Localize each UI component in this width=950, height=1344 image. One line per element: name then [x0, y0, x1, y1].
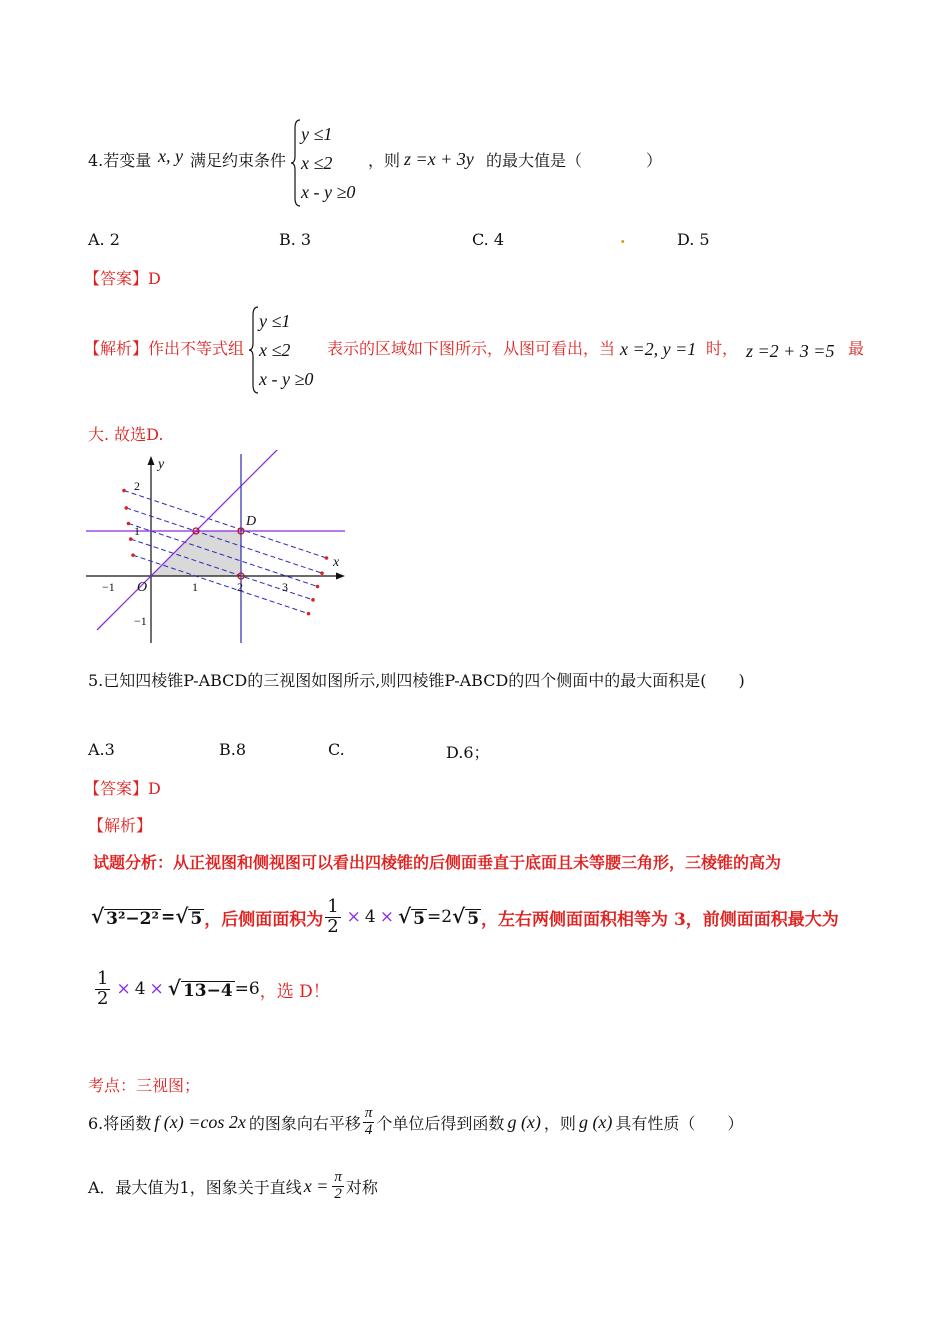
q4-analysis-mid: 表示的区域如下图所示，从图可看出，当 — [327, 339, 616, 358]
q5-analysis-label: 【解析】 — [88, 816, 153, 835]
feasible-region-diagram — [84, 450, 349, 645]
q5-option-a: A.3 — [88, 740, 115, 759]
q6-stem-pre: 6.将函数 — [88, 1113, 152, 1133]
level-line-end — [124, 506, 128, 510]
left-brace-icon — [249, 305, 259, 395]
q5-stem: 5.已知四棱锥P-ABCD的三视图如图所示,则四棱锥P-ABCD的四个侧面中的最大面积是( ) — [88, 671, 745, 690]
y-tick-label: 2 — [134, 479, 140, 493]
times-sign: × — [116, 979, 131, 1000]
q4-constraint-3: x - y ≥0 — [301, 182, 356, 202]
level-line-end — [320, 571, 324, 575]
number-four: 4 — [364, 907, 376, 928]
number-four: 4 — [134, 979, 146, 1000]
q4-analysis-constraint-1: y ≤1 — [259, 311, 291, 331]
q6-function-g: g (x) — [507, 1111, 541, 1132]
fraction-pi-over-4: $\frac{\pi}{4}$ — [364, 1105, 373, 1138]
q6-option-a-text: A．最大值为1，图象关于直线 — [88, 1177, 302, 1197]
q4-analysis-system — [249, 305, 339, 395]
y-tick-label: −1 — [134, 614, 147, 628]
times-sign: × — [149, 979, 164, 1000]
y-axis-arrow — [148, 456, 155, 465]
q4-analysis-constraint-2: x ≤2 — [259, 340, 291, 360]
origin-label: O — [137, 580, 148, 595]
level-line-end — [131, 553, 135, 557]
left-brace-icon — [291, 118, 301, 208]
level-line-end — [311, 598, 315, 602]
q5-option-c: C. — [328, 740, 345, 759]
y-tick-label: 1 — [134, 524, 140, 538]
q4-analysis-when: 时， — [706, 339, 739, 358]
q6-stem-mid3: ，则 — [543, 1113, 576, 1133]
fraction-one-half: $\frac{1}{2}$ — [327, 896, 339, 937]
sqrt-expression: √ 3²−2² — [91, 904, 159, 930]
q5-option-d: D.6； — [446, 743, 490, 762]
level-line-end — [129, 537, 133, 541]
q4-option-c: C. 4 — [472, 230, 505, 249]
sqrt-expression: √ 5 — [175, 904, 203, 930]
q5-option-b: B.8 — [219, 740, 247, 759]
equals-six: =6 — [234, 979, 260, 1000]
equals-two: =2 — [426, 907, 453, 928]
point-d-label: D — [246, 514, 257, 529]
level-line-end — [325, 556, 329, 560]
q6-function-g-2: g (x) — [578, 1111, 613, 1132]
q6-option-a-end: 对称 — [345, 1177, 378, 1197]
q4-option-a: A. 2 — [88, 230, 120, 249]
q5-analysis-line2 — [91, 898, 839, 937]
q4-analysis-end: 大. 故选D. — [88, 425, 164, 444]
q4-answer: 【答案】D — [84, 269, 161, 288]
q5-choose-d: ，选 D！ — [259, 981, 330, 1002]
feasible-region — [151, 531, 241, 576]
q6-function-f: f (x) =cos 2x — [154, 1111, 246, 1132]
q6-stem-end: 具有性质（ ） — [615, 1113, 744, 1133]
q5-analysis-line3 — [93, 970, 330, 1009]
level-line-end — [127, 522, 131, 526]
fraction-one-half: $\frac{1}{2}$ — [97, 968, 109, 1009]
q6-stem-mid: 的图象向右平移 — [248, 1113, 361, 1133]
times-sign: × — [346, 907, 361, 928]
sqrt-expression: √ 5 — [397, 904, 425, 930]
q4-analysis-label: 【解析】 — [84, 339, 149, 358]
stray-dot: . — [620, 228, 626, 247]
q4-vars: x, y — [158, 146, 183, 166]
x-axis-label: x — [333, 555, 340, 570]
q4-stem-suffix: 的最大值是（ ） — [486, 151, 663, 170]
q6-option-a-eq: x = — [303, 1175, 329, 1196]
q6-stem-mid2: 个单位后得到函数 — [376, 1113, 505, 1133]
q4-option-d: D. 5 — [677, 230, 710, 249]
q4-analysis-calc: z =2 + 3 =5 — [746, 341, 835, 361]
x-tick-label: 3 — [282, 580, 288, 594]
q4-analysis-constraint-3: x - y ≥0 — [259, 369, 314, 389]
y-axis-label: y — [158, 457, 165, 472]
q5-answer: 【答案】D — [84, 779, 161, 798]
sqrt-expression: √ 5 — [452, 904, 480, 930]
q4-analysis-max: 最 — [848, 339, 865, 358]
q4-option-b: B. 3 — [279, 230, 312, 249]
x-tick-label: 2 — [237, 580, 243, 594]
q5-kaodian: 考点：三视图； — [88, 1076, 201, 1095]
equals-sign: = — [160, 907, 176, 928]
sqrt-expression: √ 13−4 — [167, 976, 233, 1002]
q4-objective: z =x + 3y — [404, 149, 474, 169]
level-line-end — [307, 612, 311, 616]
x-tick-label: 1 — [192, 580, 198, 594]
q4-analysis-pre: 作出不等式组 — [148, 339, 245, 358]
q5-back-face-text: ，后侧面面积为 — [204, 909, 324, 930]
x-axis-arrow — [336, 573, 345, 580]
q4-analysis-point: x =2, y =1 — [620, 339, 697, 359]
x-tick-label: −1 — [102, 580, 115, 594]
q4-constraint-1: y ≤1 — [301, 124, 333, 144]
q4-stem-prefix: 4.若变量 — [88, 151, 152, 170]
fraction-pi-over-2: $\frac{\pi}{2}$ — [334, 1169, 342, 1202]
q5-side-face-text: ，左右两侧面面积相等为 3，前侧面面积最大为 — [481, 909, 839, 930]
level-line-end — [316, 585, 320, 589]
q6-option-a — [88, 1170, 378, 1203]
q4-constraint-2: x ≤2 — [301, 153, 333, 173]
q4-stem-mid: 满足约束条件 — [190, 151, 287, 170]
q6-stem — [88, 1106, 743, 1139]
times-sign: × — [379, 907, 394, 928]
q4-stem-then: ，则 — [368, 151, 401, 170]
level-line-end — [122, 489, 126, 493]
q5-analysis-line1: 试题分析：从正视图和侧视图可以看出四棱锥的后侧面垂直于底面且未等腰三角形，三棱锥的高为 — [93, 853, 782, 872]
